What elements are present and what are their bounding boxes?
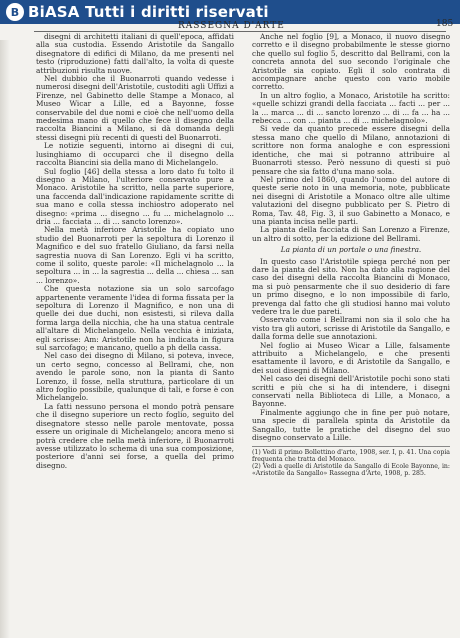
paragraph: In questo caso l'Aristotile spiega perché non per dare la pianta del sito. Non ha dato alla ragione del caso dei disegni della raccolta Biancini di Monaco, ma si può pensarmente che il suo desiderio di fare un primo disegno, e lo non impossibile di farlo, prevenga dal fatto che gli studiosi hanno mai voluto vedere tra le due pareti.	[252, 256, 450, 316]
paragraph: La fatti nessuno persona el mondo potrà pensare che il disegno superiore un recto foglio, seguito del disegnatore stesso nelle parole mentovate, possa essere un originale di Michelangelo; ancora meno si potrà credere che nella metà inferiore, il Buonarroti avesse utilizzato lo schema di una sua composizione, posteriore d'anni sei forse, a quella del primo disegno.	[36, 401, 234, 470]
page-number: 185	[436, 19, 454, 29]
right-column	[252, 33, 450, 633]
paragraph: disegni di architetti italiani di quell'epoca, affidati alla sua custodia. Essendo Aristotile da Sangallo disegnatore di edifici di Milano, da me presenti nel testo (riproduzione) fatti dall'alto, la volta di queste attribuzioni risulta nuove.	[36, 33, 234, 75]
left-column	[36, 33, 234, 633]
running-header	[0, 17, 460, 31]
watermark-text: BiASA Tutti i diritti riservati	[28, 3, 269, 21]
paragraph: Nel dubbio che il Buonarroti quando vedesse i numerosi disegni dell'Aristotile, custoditi agli Uffizi a Firenze, nel Gabinetto delle Stampe a Monaco, al Museo Wicar a Lille, ed a Bayonne, fosse conservabile del due nomi e cioè che nell'uomo della medesima mano di quello che fece il disegno della raccolta Biancini a Milano, si dà domanda degli stessi disegni più recenti di questi del Buonarroti.	[36, 74, 234, 142]
paragraph: Le notizie seguenti, intorno ai disegni di cui, lusinghiamo di occuparci che il disegno della raccolta Biancini sia della mano di Michelangelo.	[36, 141, 234, 168]
running-head-title: RASSEGNA D'ARTE	[178, 21, 285, 31]
footnote: (2) Vedi a quelle di Aristotile da Sangallo di Ecole Bayonne, in: «Aristotile da Sangallo» Rassegna d'Arte, 1908, p. 285.	[252, 462, 450, 477]
paragraph: Si vede da quanto precede essere disegni della stessa mano che quello di Milano, annotazioni di scrittore non forma analoghe e con espressioni identiche, che mai si potranno attribuire al Buonarroti stesso. Però nessuno di questi si può pensare che sia fatto d'una mano sola.	[252, 124, 450, 176]
paragraph: Che questa notazione sia un solo sarcofago appartenente veramente l'idea di forma fissata per la sepoltura di Lorenzo il Magnifico, e non una di quelle dei due duchi, non esistesti, si rileva dalla forma larga della nicchia, che ha una statua centrale all'altare di Michelangelo. Nella vecchia è iniziata, egli scrisse: Am: Aristotile non ha indicata in figura sul sarcofago; e mancano, quello a ph della cassa.	[36, 284, 234, 353]
footnote: (1) Vedi il primo Bollettino d'arte, 1908, ser. I, p. 41. Una copia frequenta che tratta del Monaco.	[252, 448, 450, 463]
paragraph: Nel caso dei disegni dell'Aristotile pochi sono stati scritti e più che si ha di intendere, i disegni conservati nella Biblioteca di Lille, a Monaco, a Bayonne.	[252, 374, 450, 409]
paragraph: Nel foglio ai Museo Wicar a Lille, falsamente attribuito a Michelangelo, e che presenti esattamente il lavoro, e di Aristotile da Sangallo, e dei suoi disegni di Milano.	[252, 340, 450, 375]
section-subhead: La pianta di un portale o una finestra.	[280, 245, 422, 255]
paragraph: In un altro foglio, a Monaco, Aristotile ha scritto: «quelle schizzi grandi della facciata ... facti ... per ... la ... marca ... di ... sancto lorenzo ... di ... fa ... ha ... rebecca ... con ... pianta ... di ... michelagnolo».	[252, 90, 450, 126]
paragraph: Anche nel foglio [9], a Monaco, il nuovo disegno corretto e il disegno probabilmente le stesse giorno che quello sul foglio 5, descritto dal Bellrami, con la concreta annota del suo secondo l'originale che Aristotile sia copiato. Egli il solo contrata di accompagnare anche questo con vario mobile corretto.	[252, 33, 450, 92]
paragraph: Nel primo del 1860, quando l'uomo del autore di queste serie noto in una memoria, note, pubblicate nei disegni di Aristotile a Monaco oltre alle ultime valutazioni del disegno pubblicato per S. Pietro di Roma, Tav. 48, Fig. 3, il suo Gabinetto a Monaco, e una pianta incisa nelle parti.	[252, 174, 450, 226]
header-rule	[34, 31, 446, 32]
footnotes	[252, 446, 450, 477]
watermark-logo: B	[6, 3, 24, 21]
paragraph: Finalmente aggiungo che in fine per può notare, una specie di parallela spinta da Aristotile da Sangallo, tutte le pratiche del disegno del suo disegno conservato a Lille.	[252, 407, 450, 443]
paragraph: Osservato come i Bellrami non sia il solo che ha visto tra gli autori, scrisse di Aristotile da Sangallo, e dalla forma delle sue annotazioni.	[252, 315, 450, 342]
paragraph: Sul foglio [46] della stessa a loro dato fu tolto il disegno a Milano, l'ulteriore conservato pure a Monaco. Aristotile ha scritto, nella parte superiore, una faccenda dall'indicazione rapidamente scritte di sua mano e colla stessa inchiostro adoperato nel disegno: «prima ... disegno ... fu ... michelagnolo ... dria ... facciata ... di ... sancto lorenzo».	[36, 166, 234, 226]
paragraph: Nel caso dei disegno di Milano, si poteva, invece, un certo segno, concesso al Bellrami, che, non avendo le parole sono, non la pianta di Santo Lorenzo, il fosse, nella struttura, particolare di un altro foglio possibile, qualunque di tali, e forse è con Michelangelo.	[36, 351, 234, 403]
paragraph: La pianta della facciata di San Lorenzo a Firenze, un altro di sotto, per la edizione del Bellrami.	[252, 225, 450, 243]
page-shadow	[0, 40, 10, 638]
paragraph: Nella metà inferiore Aristotile ha copiato uno studio del Buonarroti per la sepoltura di Lorenzo il Magnifico e del suo fratello Giuliano, da farsi nella sagrestia nuova di San Lorenzo. Egli vi ha scritto, come il solito, queste parole: «Il michelagnolo ... la sepoltura ... in ... la sagrestia ... della ... chiesa ... san ... lorenzo».	[36, 225, 234, 285]
